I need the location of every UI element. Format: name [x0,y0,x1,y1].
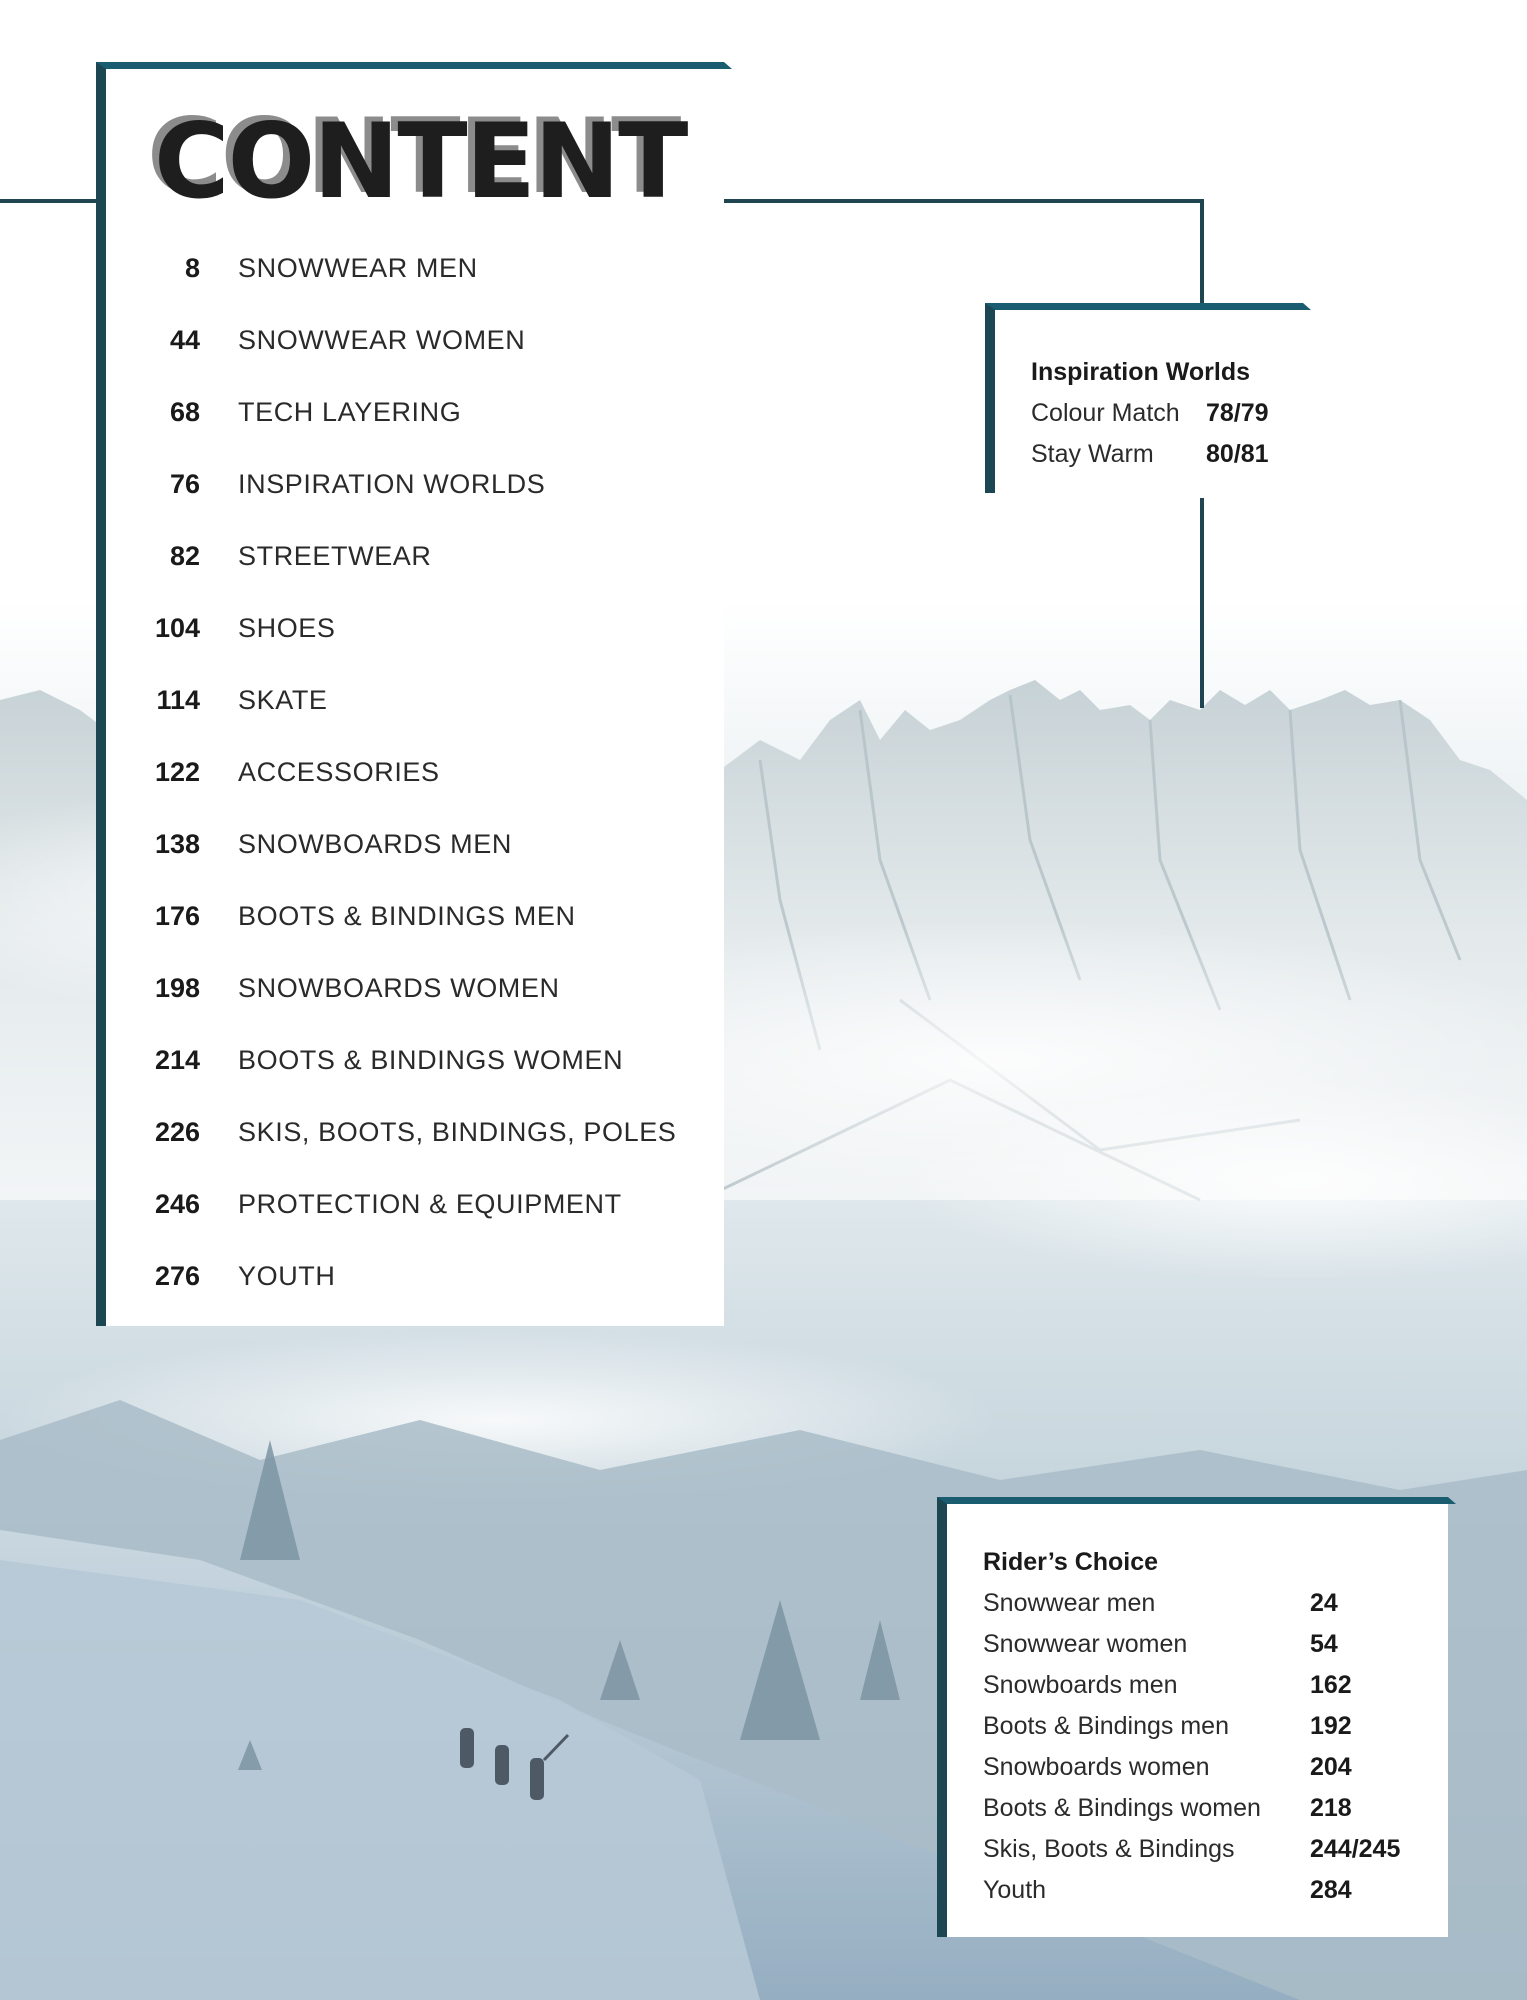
toc-entry[interactable] [106,823,716,895]
riders-choice-label: Snowwear women [983,1630,1188,1658]
toc-entry[interactable] [106,535,716,607]
toc-page-number: 82 [169,541,200,571]
riders-choice-entry[interactable] [983,1788,1448,1829]
riders-choice-page-number: 244/245 [1310,1835,1401,1863]
page-title: CONTENT [154,102,687,222]
toc-page-number: 122 [154,757,200,787]
riders-choice-entry[interactable] [983,1624,1448,1665]
toc-page-number: 68 [169,397,200,427]
toc-section-label: SNOWWEAR MEN [238,253,478,283]
toc-entry[interactable] [106,751,716,823]
inspiration-worlds-title: Inspiration Worlds [1031,358,1250,386]
inspiration-worlds-list [1031,393,1303,475]
toc-section-label: SKATE [238,685,328,715]
riders-choice-page-number: 218 [1310,1794,1352,1822]
riders-choice-label: Boots & Bindings men [983,1712,1229,1740]
riders-choice-label: Snowboards women [983,1753,1210,1781]
toc-page-number: 198 [154,973,200,1003]
riders-choice-label: Skis, Boots & Bindings [983,1835,1235,1863]
inspiration-worlds-panel [985,303,1303,493]
toc-entry[interactable] [106,895,716,967]
toc-section-label: YOUTH [238,1261,336,1291]
toc-entry[interactable] [106,1039,716,1111]
riders-choice-page-number: 54 [1310,1630,1338,1658]
toc-section-label: ACCESSORIES [238,757,440,787]
toc-entry[interactable] [106,679,716,751]
toc-page-number: 226 [154,1117,200,1147]
toc-entry[interactable] [106,463,716,535]
toc-entry[interactable] [106,1255,716,1327]
toc-section-label: STREETWEAR [238,541,432,571]
riders-choice-title: Rider’s Choice [983,1548,1159,1576]
riders-choice-label: Boots & Bindings women [983,1794,1261,1822]
toc-section-label: BOOTS & BINDINGS WOMEN [238,1045,624,1075]
toc-entry[interactable] [106,247,716,319]
toc-page-number: 8 [184,253,200,283]
toc-page-number: 276 [154,1261,200,1291]
toc-page-number: 104 [154,613,200,643]
toc-page-number: 214 [154,1045,200,1075]
riders-choice-list [983,1583,1448,1911]
toc-section-label: SNOWBOARDS WOMEN [238,973,560,1003]
toc-entry[interactable] [106,607,716,679]
riders-choice-page-number: 162 [1310,1671,1352,1699]
connector-line-vertical-bottom [1200,498,1204,708]
connector-line-left [0,199,100,203]
connector-line-top [722,199,1204,203]
riders-choice-page-number: 204 [1310,1753,1352,1781]
inspiration-worlds-label: Stay Warm [1031,440,1154,468]
toc-section-label: TECH LAYERING [238,397,462,427]
riders-choice-page-number: 24 [1310,1589,1338,1617]
toc-page-number: 76 [169,469,200,499]
toc-section-label: PROTECTION & EQUIPMENT [238,1189,622,1219]
toc-section-label: SHOES [238,613,336,643]
inspiration-worlds-entry[interactable] [1031,393,1303,434]
riders-choice-label: Snowwear men [983,1589,1156,1617]
inspiration-worlds-label: Colour Match [1031,399,1180,427]
toc-section-label: INSPIRATION WORLDS [238,469,546,499]
riders-choice-label: Youth [983,1876,1047,1904]
table-of-contents-panel [96,62,724,1326]
toc-section-label: SNOWWEAR WOMEN [238,325,526,355]
toc-section-label: BOOTS & BINDINGS MEN [238,901,576,931]
toc-section-label: SKIS, BOOTS, BINDINGS, POLES [238,1117,677,1147]
toc-entry[interactable] [106,1183,716,1255]
toc-entry[interactable] [106,319,716,391]
riders-choice-entry[interactable] [983,1870,1448,1911]
riders-choice-entry[interactable] [983,1706,1448,1747]
toc-entry[interactable] [106,391,716,463]
toc-page-number: 138 [154,829,200,859]
toc-list [106,247,716,1327]
toc-entry[interactable] [106,967,716,1039]
riders-choice-entry[interactable] [983,1583,1448,1624]
toc-entry[interactable] [106,1111,716,1183]
inspiration-worlds-page-number: 80/81 [1206,440,1269,468]
toc-page-number: 246 [154,1189,200,1219]
riders-choice-label: Snowboards men [983,1671,1178,1699]
connector-line-vertical-top [1200,199,1204,307]
toc-page-number: 44 [169,325,200,355]
riders-choice-page-number: 284 [1310,1876,1352,1904]
inspiration-worlds-entry[interactable] [1031,434,1303,475]
toc-section-label: SNOWBOARDS MEN [238,829,512,859]
riders-choice-panel [937,1497,1448,1937]
riders-choice-page-number: 192 [1310,1712,1352,1740]
toc-page-number: 176 [154,901,200,931]
inspiration-worlds-page-number: 78/79 [1206,399,1269,427]
riders-choice-entry[interactable] [983,1665,1448,1706]
riders-choice-entry[interactable] [983,1747,1448,1788]
toc-page-number: 114 [156,685,200,715]
riders-choice-entry[interactable] [983,1829,1448,1870]
